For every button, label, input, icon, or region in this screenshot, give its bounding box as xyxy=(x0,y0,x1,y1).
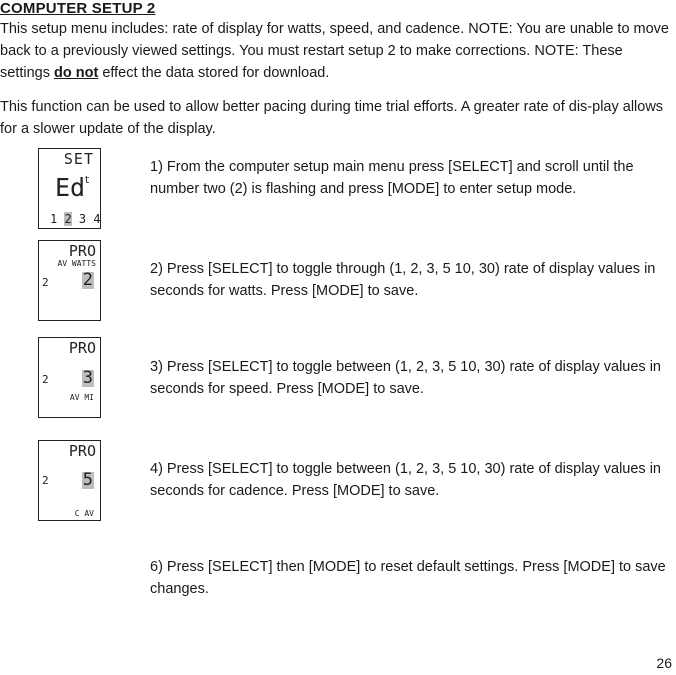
lcd-top-label: SET xyxy=(63,150,94,168)
lcd-side-value: 2 xyxy=(42,373,49,386)
description-paragraph: This function can be used to allow better pacing during time trial efforts. A greater rate of dis-play allows for a slower update of the display. xyxy=(0,99,664,137)
lcd-display-edit xyxy=(38,148,101,229)
lcd-display-watts xyxy=(38,240,101,321)
lcd-digit-row xyxy=(50,213,101,225)
lcd-digit: 3 4 xyxy=(71,212,101,226)
lcd-top-label: PRO xyxy=(68,442,96,460)
page-title: COMPUTER SETUP 2 xyxy=(0,0,156,17)
step-2: 2) Press [SELECT] to toggle through (1, 2, 3, 5 10, 30) rate of display values in seconds for watts. Press [MODE] to save. xyxy=(150,261,656,299)
lcd-digit-highlight: 2 xyxy=(64,212,72,226)
emphasis-text: do not xyxy=(54,65,99,81)
lcd-top-label: PRO xyxy=(68,339,96,357)
lcd-display-cadence xyxy=(38,440,101,521)
step-1: 1) From the computer setup main menu press [SELECT] and scroll until the number two (2) is flashing and press [MODE] to enter setup mode. xyxy=(150,159,634,197)
lcd-unit-labels: AV MI xyxy=(69,393,94,402)
lcd-side-value: 2 xyxy=(42,474,49,487)
intro-paragraph xyxy=(0,18,672,84)
lcd-main-suffix: t xyxy=(84,175,91,186)
step-4: 4) Press [SELECT] to toggle between (1, 2, 3, 5 10, 30) rate of display values in seconds for cadence. Press [MODE] to save. xyxy=(150,461,661,499)
lcd-top-label: PRO xyxy=(68,242,96,260)
step-6: 6) Press [SELECT] then [MODE] to reset default settings. Press [MODE] to save changes. xyxy=(150,559,666,597)
lcd-value: 5 xyxy=(82,470,93,490)
page-number: 26 xyxy=(656,655,672,671)
lcd-display-speed xyxy=(38,337,101,418)
lcd-value: 3 xyxy=(82,368,93,388)
lcd-digit: 1 xyxy=(50,212,65,226)
lcd-main-text: Ed xyxy=(55,173,86,202)
intro-text: This setup menu includes: rate of display for watts, speed, and cadence. NOTE: You are unable to move back to a previously viewed settings. You must restart setup 2 to make corrections. NOTE: These settings xyxy=(0,21,669,81)
lcd-unit-labels: C AV xyxy=(74,509,94,518)
intro-text-end: effect the data stored for download. xyxy=(98,65,330,81)
lcd-value: 2 xyxy=(82,270,93,290)
lcd-side-value: 2 xyxy=(42,276,49,289)
step-3: 3) Press [SELECT] to toggle between (1, 2, 3, 5 10, 30) rate of display values in seconds for speed. Press [MODE] to save. xyxy=(150,359,661,397)
lcd-unit-labels: AV WATTS xyxy=(57,259,96,268)
